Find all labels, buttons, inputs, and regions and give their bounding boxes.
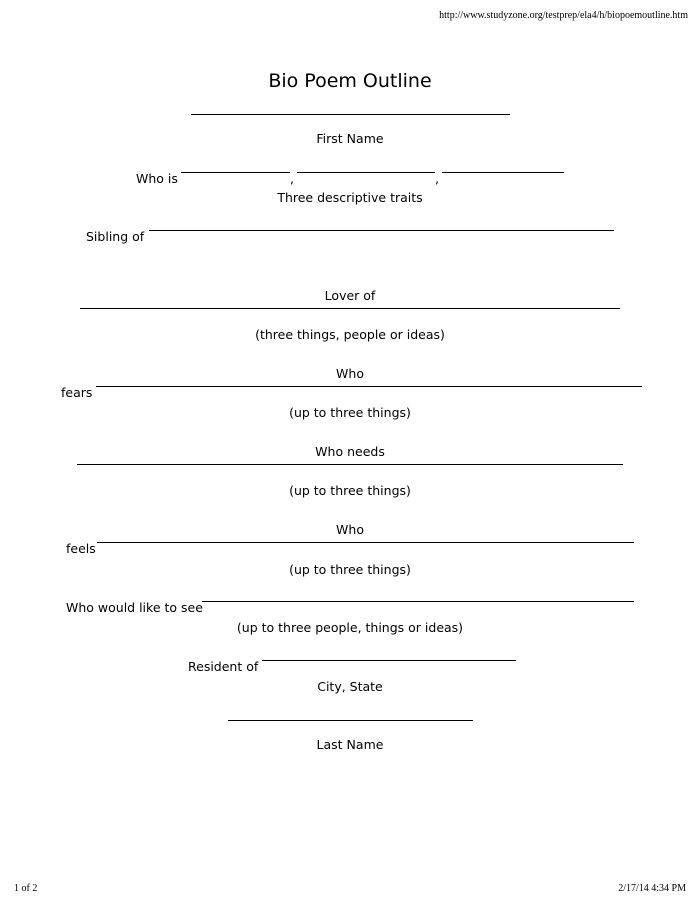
fears-line[interactable] xyxy=(96,386,642,387)
first-name-line[interactable] xyxy=(191,114,510,115)
needs-label: Who needs xyxy=(315,444,385,459)
lover-label: Lover of xyxy=(324,288,376,303)
see-hint: (up to three people, things or ideas) xyxy=(236,620,464,635)
comma-2: , xyxy=(435,171,439,186)
who-label-fears: Who xyxy=(336,366,364,381)
see-label: Who would like to see xyxy=(66,600,203,615)
trait-1-line[interactable] xyxy=(181,172,290,173)
comma-1: , xyxy=(290,171,294,186)
sibling-line[interactable] xyxy=(149,230,614,231)
fears-label: fears xyxy=(61,385,93,400)
page-url: http://www.studyzone.org/testprep/ela4/h/biopoemoutline.htm xyxy=(439,10,688,21)
resident-line[interactable] xyxy=(262,660,516,661)
resident-hint: City, State xyxy=(317,679,383,694)
lover-hint: (three things, people or ideas) xyxy=(255,327,445,342)
who-label-feels: Who xyxy=(336,522,364,537)
fears-hint: (up to three things) xyxy=(289,405,411,420)
feels-label: feels xyxy=(66,541,96,556)
first-name-label: First Name xyxy=(316,131,384,146)
traits-hint: Three descriptive traits xyxy=(277,190,423,205)
needs-line[interactable] xyxy=(77,464,623,465)
page-number: 1 of 2 xyxy=(14,883,38,894)
lover-line[interactable] xyxy=(80,308,620,309)
see-line[interactable] xyxy=(202,601,634,602)
who-is-label: Who is xyxy=(136,171,178,186)
trait-3-line[interactable] xyxy=(442,172,564,173)
print-datetime: 2/17/14 4:34 PM xyxy=(618,883,686,894)
feels-hint: (up to three things) xyxy=(289,562,411,577)
feels-line[interactable] xyxy=(97,542,634,543)
page-title: Bio Poem Outline xyxy=(268,70,432,92)
trait-2-line[interactable] xyxy=(297,172,435,173)
sibling-label: Sibling of xyxy=(86,229,145,244)
last-name-line[interactable] xyxy=(228,720,473,721)
needs-hint: (up to three things) xyxy=(289,483,411,498)
resident-label: Resident of xyxy=(188,659,259,674)
last-name-label: Last Name xyxy=(316,737,384,752)
